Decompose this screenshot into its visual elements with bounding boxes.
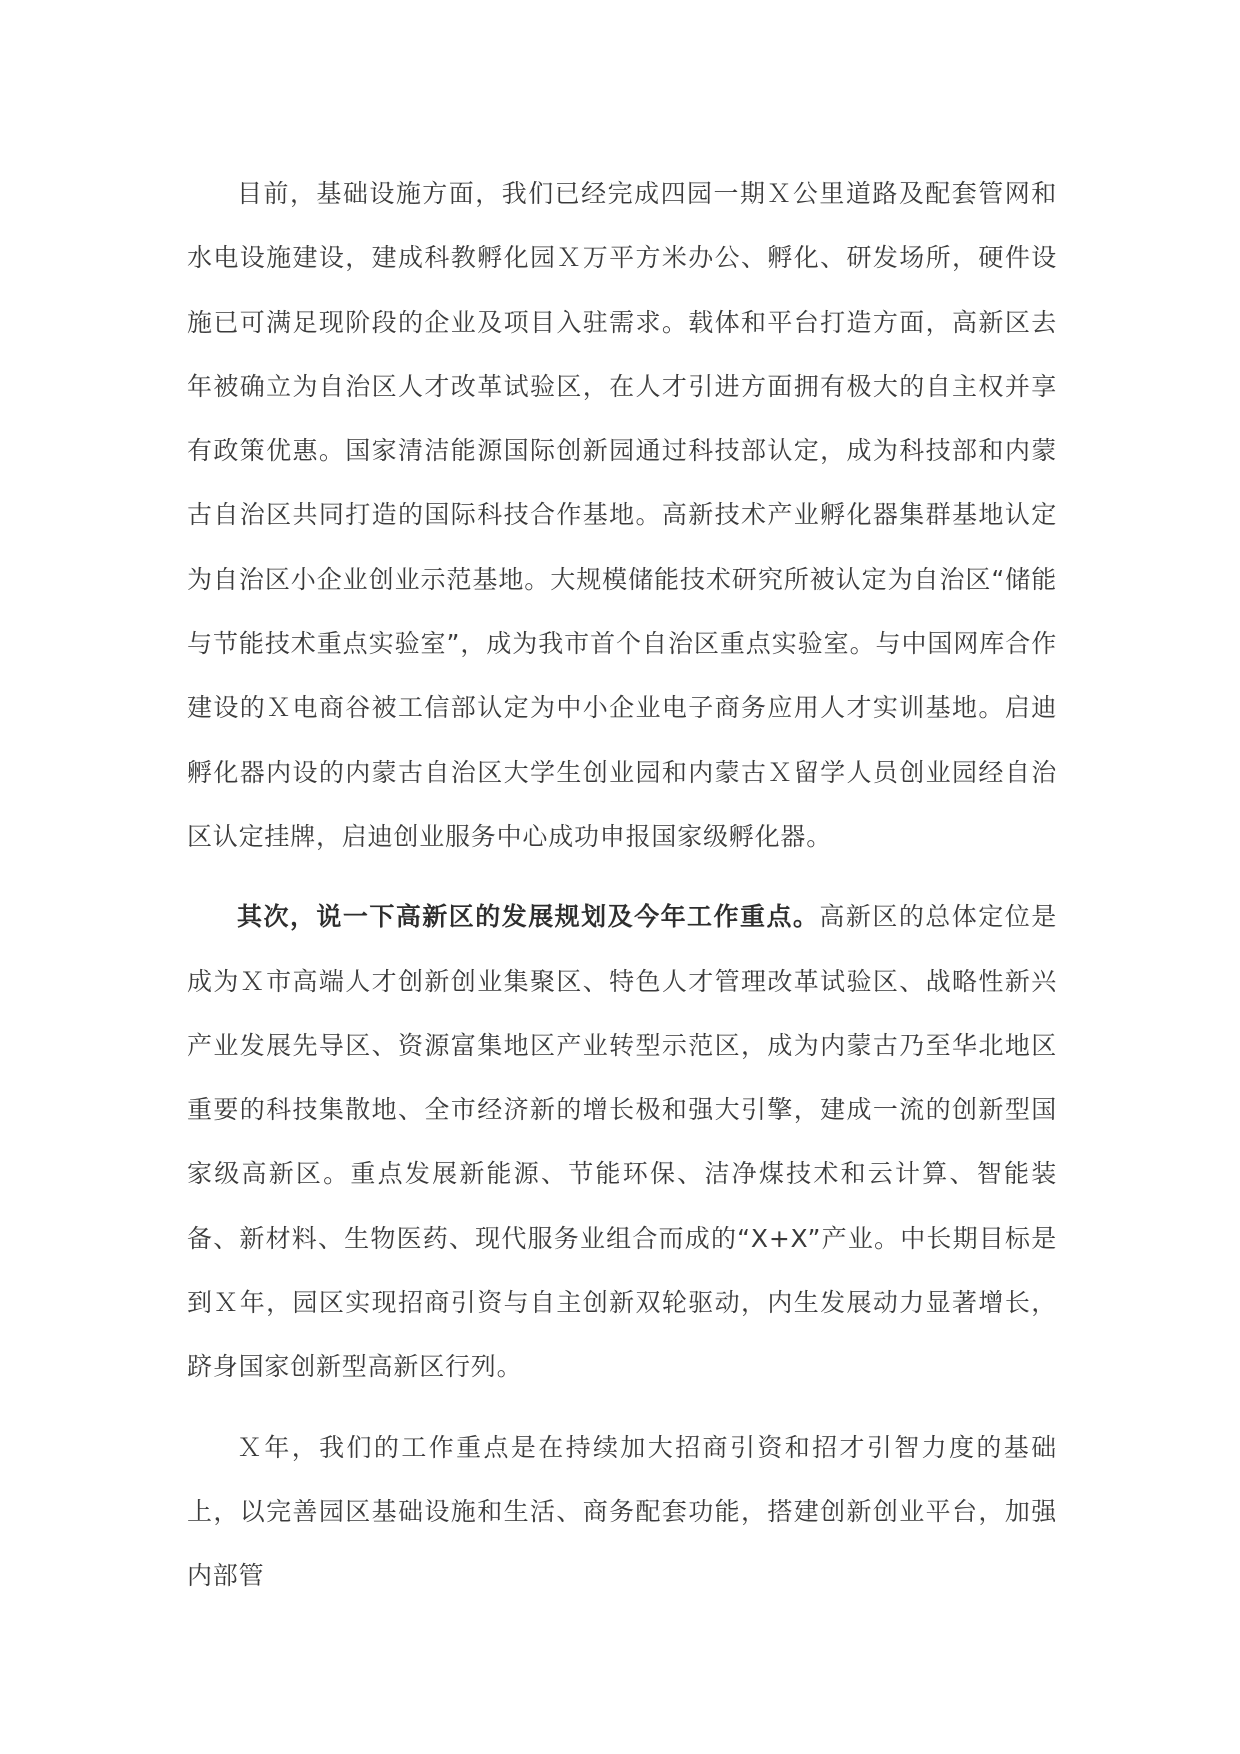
paragraph-development-plan	[187, 885, 1057, 1399]
paragraph-infrastructure	[187, 162, 1057, 869]
paragraph-text: 高新区的总体定位是成为Ｘ市高端人才创新创业集聚区、特色人才管理改革试验区、战略性新兴产业发展先导区、资源富集地区产业转型示范区，成为内蒙古乃至华北地区重要的科技集散地、全市经济新的增长极和强大引擎，建成一流的创新型国家级高新区。重点发展新能源、节能环保、洁净煤技术和云计算、智能装备、新材料、生物医药、现代服务业组合而成的“X+X”产业。中长期目标是到Ｘ年，园区实现招商引资与自主创新双轮驱动，内生发展动力显著增长，跻身国家创新型高新区行列。	[187, 902, 1057, 1382]
paragraph-lead-heading: 其次，说一下高新区的发展规划及今年工作重点。	[237, 902, 820, 932]
paragraph-text: Ｘ年，我们的工作重点是在持续加大招商引资和招才引智力度的基础上，以完善园区基础设施和生活、商务配套功能，搭建创新创业平台，加强内部管	[187, 1432, 1057, 1591]
document-body	[187, 162, 1057, 1609]
paragraph-work-focus	[187, 1416, 1057, 1609]
paragraph-text: 目前，基础设施方面，我们已经完成四园一期Ｘ公里道路及配套管网和水电设施建设，建成科教孵化园Ｘ万平方米办公、孵化、研发场所，硬件设施已可满足现阶段的企业及项目入驻需求。载体和平台打造方面，高新区去年被确立为自治区人才改革试验区，在人才引进方面拥有极大的自主权并享有政策优惠。国家清洁能源国际创新园通过科技部认定，成为科技部和内蒙古自治区共同打造的国际科技合作基地。高新技术产业孵化器集群基地认定为自治区小企业创业示范基地。大规模储能技术研究所被认定为自治区“储能与节能技术重点实验室”，成为我市首个自治区重点实验室。与中国网库合作建设的Ｘ电商谷被工信部认定为中小企业电子商务应用人才实训基地。启迪孵化器内设的内蒙古自治区大学生创业园和内蒙古Ｘ留学人员创业园经自治区认定挂牌，启迪创业服务中心成功申报国家级孵化器。	[187, 179, 1057, 851]
